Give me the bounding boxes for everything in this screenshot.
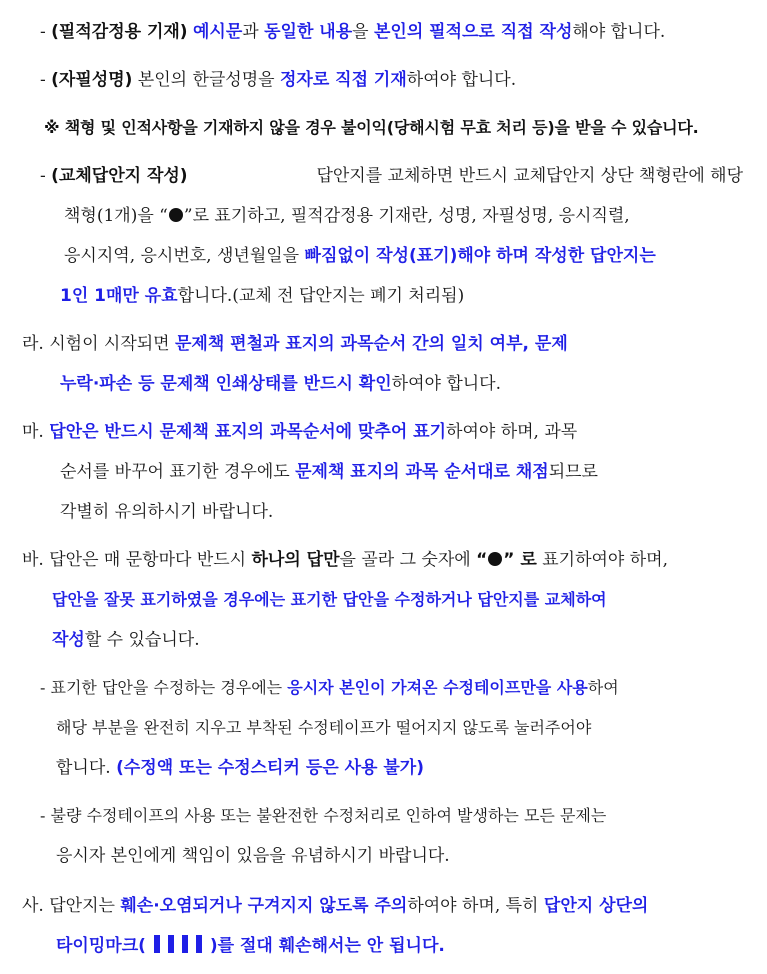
emphasis-one-answer: 하나의 답만 <box>251 550 340 570</box>
body-text: 책형(1개)을 “ <box>64 206 168 226</box>
emphasis-text: 훼손·오염되거나 구겨지지 않도록 주의 <box>120 896 408 916</box>
item-ra <box>22 332 767 356</box>
body-text: 순서를 바꾸어 표기한 경우에도 <box>60 462 290 482</box>
body-text: 응시지역, 응시번호, 생년월일을 <box>64 246 300 266</box>
item-marker: 사. <box>22 896 44 916</box>
dash-marker: - <box>40 678 46 697</box>
item-ba-sub-2-line-2 <box>56 844 767 868</box>
quote-close: ” 로 <box>503 550 537 570</box>
item-sa-line-2 <box>56 934 767 958</box>
emphasis-text: 답안을 잘못 표기하였을 경우에는 표기한 답안을 수정하거나 답안지를 교체하여 <box>52 590 607 609</box>
item-marker: 마. <box>22 422 44 442</box>
label-replacement: (교체답안지 작성) <box>51 166 188 186</box>
instruction-replacement-sheet <box>40 164 743 188</box>
body-text: 할 수 있습니다. <box>84 630 200 650</box>
emphasis-text: 동일한 내용 <box>264 22 353 42</box>
body-text: 불량 수정테이프의 사용 또는 불완전한 수정처리로 인하여 발생하는 모든 문제는 <box>50 806 607 825</box>
replacement-line-4 <box>60 284 767 308</box>
label-handwriting: (필적감정용 기재) <box>51 22 188 42</box>
body-text: ”로 표기하고, 필적감정용 기재란, 성명, 자필성명, 응시직렬, <box>183 206 630 226</box>
emphasis-text: 누락·파손 등 문제책 인쇄상태를 반드시 확인 <box>60 374 392 394</box>
emphasis-text: 타이밍마크( <box>56 936 146 956</box>
item-ba <box>22 548 767 572</box>
emphasis-text: 정자로 직접 기재 <box>279 70 407 90</box>
notice-penalty: ※ 책형 및 인적사항을 기재하지 않을 경우 불이익(당해시험 무효 처리 등)을 받을 수 있습니다. <box>44 118 699 137</box>
item-ma-line-3 <box>60 500 767 524</box>
item-ba-sub-1-line-2 <box>56 716 767 740</box>
item-sa <box>22 894 767 918</box>
emphasis-text: 문제책 편철과 표지의 과목순서 간의 일치 여부, 문제 <box>175 334 568 354</box>
emphasis-text: 예시문 <box>192 22 243 42</box>
body-text: 되므로 <box>548 462 598 482</box>
item-ba-sub-1-line-3 <box>56 756 767 780</box>
body-text: 합니다. <box>56 758 111 778</box>
body-text: 시험이 시작되면 <box>49 334 170 354</box>
body-text: 본인의 한글성명을 <box>137 70 275 90</box>
body-text: 하여야 하며, 과목 <box>446 422 578 442</box>
item-marker: 라. <box>22 334 44 354</box>
dash-marker: - <box>40 806 46 825</box>
emphasis-text: 답안은 반드시 문제책 표지의 과목순서에 맞추어 표기 <box>49 422 447 442</box>
emphasis-text: (수정액 또는 수정스티커 등은 사용 불가) <box>116 758 424 778</box>
filled-circle-icon <box>488 552 502 566</box>
body-text: 과 <box>242 22 259 42</box>
replacement-line-3 <box>64 244 767 268</box>
item-ma-line-2 <box>60 460 767 484</box>
dash-marker: - <box>40 70 46 90</box>
instruction-signature <box>40 68 767 92</box>
body-text: 답안지를 교체하면 반드시 교체답안지 상단 책형란에 해당 <box>316 166 743 186</box>
body-text: 해야 합니다. <box>572 22 666 42</box>
body-text: 답안은 매 문항마다 반드시 <box>49 550 247 570</box>
body-text: 응시자 본인에게 책임이 있음을 유념하시기 바랍니다. <box>56 846 450 866</box>
dash-marker: - <box>40 22 46 42</box>
emphasis-text: 작성 <box>52 630 85 650</box>
item-ba-line-3 <box>52 628 767 652</box>
body-text: 하여야 합니다. <box>391 374 501 394</box>
body-text: 해당 부분을 완전히 지우고 부착된 수정테이프가 떨어지지 않도록 눌러주어야 <box>56 718 592 737</box>
item-marker: 바. <box>22 550 44 570</box>
body-text: 각별히 유의하시기 바랍니다. <box>60 502 274 522</box>
body-text: 을 <box>352 22 369 42</box>
replacement-line-2 <box>64 204 767 228</box>
label-signature: (자필성명) <box>51 70 133 90</box>
instruction-handwriting-sample <box>40 20 767 44</box>
quote-open: “ <box>476 550 488 570</box>
body-text: 하여야 합니다. <box>406 70 517 90</box>
item-ma <box>22 420 767 444</box>
emphasis-text: )를 절대 훼손해서는 안 됩니다. <box>209 936 445 956</box>
emphasis-text: 문제책 표지의 과목 순서대로 채점 <box>295 462 549 482</box>
body-text: 표기한 답안을 수정하는 경우에는 <box>50 678 283 697</box>
body-text: 답안지는 <box>49 896 115 916</box>
emphasis-text: 본인의 필적으로 직접 작성 <box>373 22 573 42</box>
item-ba-line-2 <box>52 588 767 612</box>
body-text: 하여야 하며, 특히 <box>407 896 539 916</box>
body-text: 합니다.(교체 전 답안지는 폐기 처리됨) <box>177 286 465 306</box>
emphasis-text: 응시자 본인이 가져온 수정테이프만을 사용 <box>287 678 588 697</box>
filled-circle-icon <box>169 208 183 222</box>
item-ba-sub-1 <box>40 676 767 700</box>
body-text: 을 골라 그 숫자에 <box>339 550 471 570</box>
emphasis-text: 답안지 상단의 <box>543 896 649 916</box>
item-ba-sub-2 <box>40 804 767 828</box>
body-text: 표기하여야 하며, <box>542 550 668 570</box>
emphasis-text: 1인 1매만 유효 <box>60 286 178 306</box>
body-text: 하여 <box>587 678 619 697</box>
item-ra-line-2 <box>60 372 767 396</box>
dash-marker: - <box>40 166 46 186</box>
timing-mark-icon <box>154 935 202 953</box>
emphasis-text: 빠짐없이 작성(표기)해야 하며 작성한 답안지는 <box>304 246 656 266</box>
